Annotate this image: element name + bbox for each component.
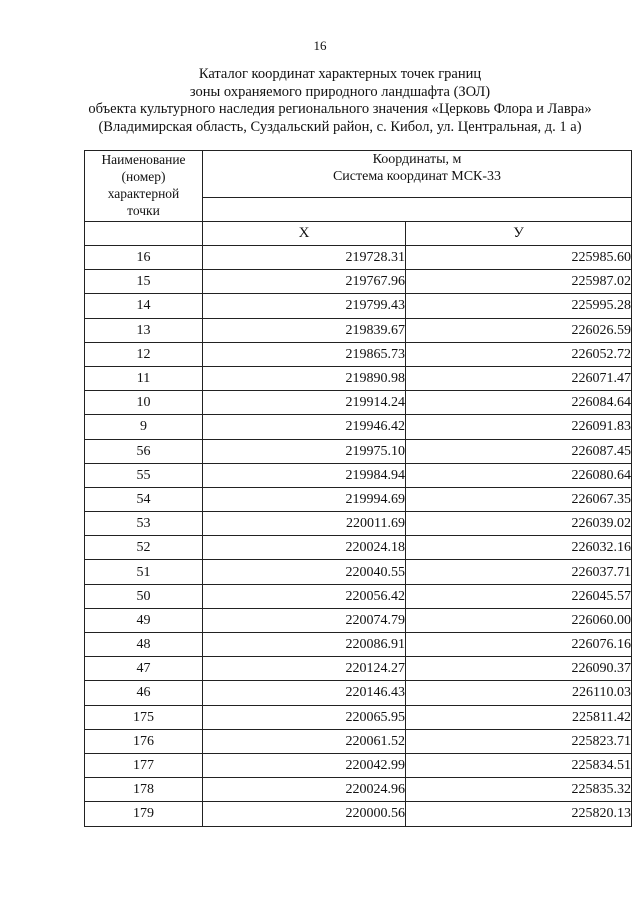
x-coordinate-cell: 220074.79 [203, 608, 406, 632]
y-coordinate-cell: 226039.02 [406, 512, 632, 536]
x-coordinate-cell: 219865.73 [203, 342, 406, 366]
y-coordinate-cell: 225995.28 [406, 294, 632, 318]
coordinates-table-body [85, 246, 632, 827]
x-coordinate-cell: 220146.43 [203, 681, 406, 705]
y-coordinate-cell: 226084.64 [406, 391, 632, 415]
y-coordinate-cell: 226087.45 [406, 439, 632, 463]
table-row [85, 366, 632, 390]
point-number-cell: 177 [85, 753, 203, 777]
table-row [85, 439, 632, 463]
point-number-cell: 49 [85, 608, 203, 632]
point-number-cell: 175 [85, 705, 203, 729]
point-number-cell: 14 [85, 294, 203, 318]
table-row [85, 391, 632, 415]
x-coordinate-cell: 220042.99 [203, 753, 406, 777]
point-number-cell: 12 [85, 342, 203, 366]
table-row [85, 415, 632, 439]
y-coordinate-cell: 225823.71 [406, 729, 632, 753]
x-coordinate-cell: 219984.94 [203, 463, 406, 487]
y-coordinate-cell: 225985.60 [406, 246, 632, 270]
point-number-cell: 179 [85, 802, 203, 826]
table-row [85, 681, 632, 705]
table-row [85, 270, 632, 294]
point-number-cell: 178 [85, 778, 203, 802]
table-row [85, 608, 632, 632]
point-number-cell: 53 [85, 512, 203, 536]
point-number-cell: 10 [85, 391, 203, 415]
x-coordinate-cell: 220056.42 [203, 584, 406, 608]
table-row [85, 512, 632, 536]
point-number-cell: 52 [85, 536, 203, 560]
document-title [60, 66, 620, 136]
point-name-header-line: точки [127, 203, 160, 218]
coordinates-header [203, 151, 632, 198]
table-row [85, 753, 632, 777]
x-coordinate-cell: 220040.55 [203, 560, 406, 584]
table-row [85, 560, 632, 584]
table-row [85, 342, 632, 366]
x-column-header: X [203, 222, 406, 246]
table-row [85, 294, 632, 318]
x-coordinate-cell: 220024.96 [203, 778, 406, 802]
table-row [85, 633, 632, 657]
x-coordinate-cell: 220065.95 [203, 705, 406, 729]
table-row [85, 487, 632, 511]
point-number-cell: 176 [85, 729, 203, 753]
x-coordinate-cell: 220086.91 [203, 633, 406, 657]
x-coordinate-cell: 219839.67 [203, 318, 406, 342]
x-coordinate-cell: 220024.18 [203, 536, 406, 560]
y-coordinate-cell: 226026.59 [406, 318, 632, 342]
page-number: 16 [313, 38, 327, 53]
table-row [85, 802, 632, 826]
point-name-header-line: (номер) [121, 169, 166, 184]
x-coordinate-cell: 219799.43 [203, 294, 406, 318]
coordinates-header-system: Система координат МСК-33 [332, 169, 502, 184]
y-coordinate-cell: 226037.71 [406, 560, 632, 584]
point-number-cell: 9 [85, 415, 203, 439]
coordinates-table [84, 150, 632, 827]
y-coordinate-cell: 226080.64 [406, 463, 632, 487]
title-line-2: зоны охраняемого природного ландшафта (ЗОЛ) [189, 83, 491, 100]
header-spacer-cell [203, 198, 632, 222]
header-blank-cell [85, 222, 203, 246]
table-row [85, 536, 632, 560]
point-number-cell: 46 [85, 681, 203, 705]
y-coordinate-cell: 226052.72 [406, 342, 632, 366]
x-coordinate-cell: 219890.98 [203, 366, 406, 390]
y-coordinate-cell: 225835.32 [406, 778, 632, 802]
point-number-cell: 56 [85, 439, 203, 463]
y-coordinate-cell: 226090.37 [406, 657, 632, 681]
point-number-cell: 48 [85, 633, 203, 657]
point-number-cell: 47 [85, 657, 203, 681]
table-row [85, 729, 632, 753]
table-row [85, 705, 632, 729]
y-coordinate-cell: 226032.16 [406, 536, 632, 560]
x-coordinate-cell: 219946.42 [203, 415, 406, 439]
point-number-cell: 54 [85, 487, 203, 511]
x-coordinate-cell: 219728.31 [203, 246, 406, 270]
table-row [85, 778, 632, 802]
point-name-header [85, 151, 203, 222]
point-number-cell: 55 [85, 463, 203, 487]
x-coordinate-cell: 219975.10 [203, 439, 406, 463]
y-coordinate-cell: 226045.57 [406, 584, 632, 608]
y-coordinate-cell: 226110.03 [406, 681, 632, 705]
x-coordinate-cell: 219767.96 [203, 270, 406, 294]
table-row [85, 318, 632, 342]
y-coordinate-cell: 225987.02 [406, 270, 632, 294]
table-row [85, 584, 632, 608]
x-coordinate-cell: 219914.24 [203, 391, 406, 415]
point-number-cell: 11 [85, 366, 203, 390]
title-line-4: (Владимирская область, Суздальский район, с. Кибол, ул. Центральная, д. 1 а) [98, 118, 582, 135]
point-name-header-line: характерной [107, 186, 180, 201]
point-number-cell: 51 [85, 560, 203, 584]
table-row [85, 657, 632, 681]
x-coordinate-cell: 220124.27 [203, 657, 406, 681]
x-coordinate-cell: 220011.69 [203, 512, 406, 536]
y-coordinate-cell: 226076.16 [406, 633, 632, 657]
point-number-cell: 15 [85, 270, 203, 294]
y-coordinate-cell: 225811.42 [406, 705, 632, 729]
table-row [85, 463, 632, 487]
table-row [85, 246, 632, 270]
y-coordinate-cell: 225820.13 [406, 802, 632, 826]
y-column-header: У [406, 222, 632, 246]
x-coordinate-cell: 220061.52 [203, 729, 406, 753]
coordinates-header-units: Координаты, м [372, 152, 462, 167]
y-coordinate-cell: 226060.00 [406, 608, 632, 632]
y-coordinate-cell: 226071.47 [406, 366, 632, 390]
title-line-1: Каталог координат характерных точек границ [198, 66, 482, 82]
x-coordinate-cell: 220000.56 [203, 802, 406, 826]
x-coordinate-cell: 219994.69 [203, 487, 406, 511]
title-line-3: объекта культурного наследия регионального значения «Церковь Флора и Лавра» [88, 101, 592, 117]
y-coordinate-cell: 226067.35 [406, 487, 632, 511]
y-coordinate-cell: 225834.51 [406, 753, 632, 777]
y-coordinate-cell: 226091.83 [406, 415, 632, 439]
point-name-header-line: Наименование [101, 152, 186, 167]
point-number-cell: 50 [85, 584, 203, 608]
point-number-cell: 16 [85, 246, 203, 270]
point-number-cell: 13 [85, 318, 203, 342]
